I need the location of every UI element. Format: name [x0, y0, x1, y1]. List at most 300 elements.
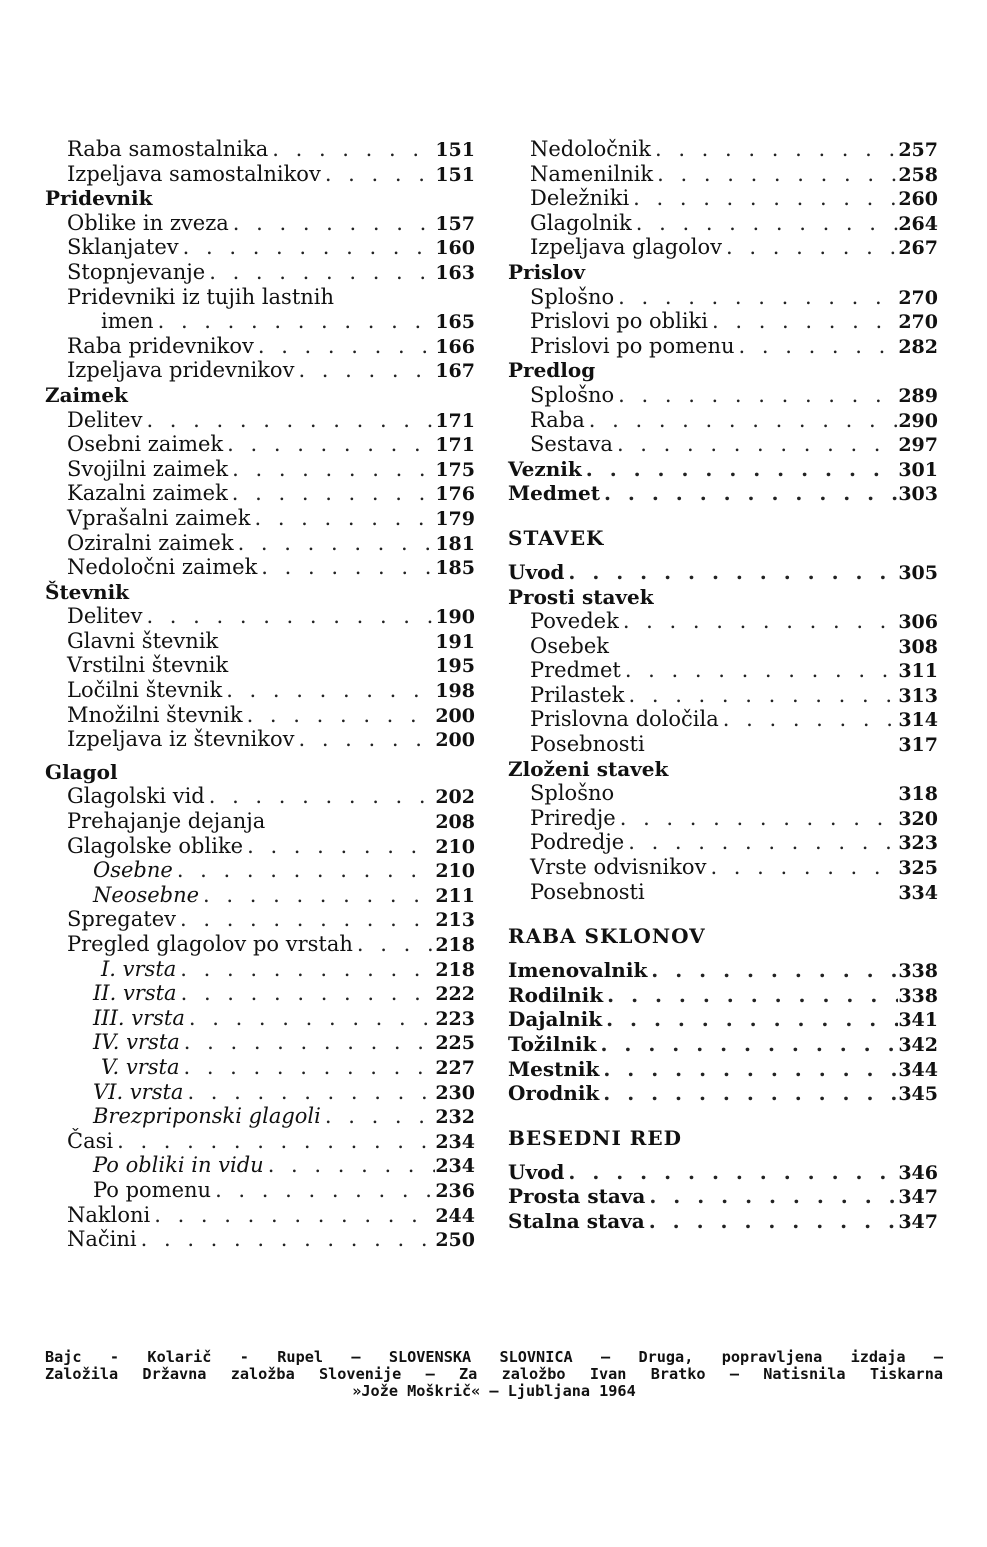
- toc-entry-label: Prehajanje dejanja: [67, 809, 266, 834]
- toc-entry: [508, 186, 938, 211]
- toc-heading-entry: [508, 983, 938, 1008]
- toc-entry-page: 208: [435, 811, 475, 834]
- imprint: [45, 1349, 943, 1400]
- toc-entry: [508, 211, 938, 236]
- dot-leader: [621, 658, 898, 683]
- toc-entry-label: Dajalnik: [508, 1007, 603, 1032]
- dot-leader: [616, 806, 898, 831]
- dot-leader: [268, 137, 435, 162]
- dot-leader: [653, 162, 898, 187]
- toc-entry-page: 257: [898, 139, 938, 161]
- toc-entry-page: 218: [435, 934, 475, 956]
- toc-entry-page: 157: [435, 212, 475, 235]
- toc-entry-label: Načini: [67, 1227, 137, 1252]
- toc-entry-page: 264: [898, 212, 938, 235]
- toc-entry-label: II. vrsta: [93, 981, 177, 1006]
- toc-entry-label: Delitev: [67, 407, 143, 432]
- toc-heading-entry: [508, 1160, 938, 1185]
- toc-entry-page: 334: [898, 881, 938, 904]
- toc-entry-page: 191: [435, 630, 475, 653]
- toc-entry-label: Predmet: [530, 658, 621, 683]
- toc-entry: [45, 408, 475, 433]
- toc-entry-label: Povedek: [530, 609, 619, 634]
- dot-leader: [234, 531, 435, 556]
- toc-heading-entry: [45, 383, 475, 408]
- toc-entry-page: 171: [435, 434, 475, 457]
- toc-entry: [45, 727, 475, 752]
- toc-entry-page: 171: [435, 409, 475, 432]
- toc-entry-page: 325: [898, 857, 938, 880]
- toc-entry-page: 165: [435, 311, 475, 334]
- toc-entry: [45, 1055, 475, 1080]
- toc-entry: [45, 162, 475, 187]
- toc-heading-entry: [508, 1032, 938, 1057]
- dot-leader: [722, 235, 898, 260]
- dot-leader: [619, 609, 898, 634]
- dot-leader: [645, 1184, 898, 1209]
- dot-leader: [142, 408, 435, 433]
- toc-entry: [45, 457, 475, 482]
- toc-entry-label: Prislov: [508, 259, 585, 284]
- toc-entry-label: Pridevnik: [45, 186, 153, 211]
- toc-entry-label: Množilni števnik: [67, 702, 243, 727]
- toc-entry: [508, 781, 938, 806]
- toc-entry-page: 218: [435, 958, 475, 981]
- toc-entry-label: Števnik: [45, 579, 130, 604]
- dot-leader: [177, 981, 435, 1006]
- toc-entry: [508, 285, 938, 310]
- dot-leader: [614, 383, 898, 408]
- toc-entry: [508, 334, 938, 359]
- toc-entry-page: 175: [435, 458, 475, 481]
- toc-entry: [45, 907, 475, 932]
- dot-leader: [150, 1203, 435, 1228]
- dot-leader: [294, 358, 435, 383]
- dot-leader: [254, 334, 435, 359]
- toc-entry: [45, 285, 475, 310]
- toc-entry-label: Prislovna določila: [530, 707, 719, 732]
- toc-entry-page: 234: [435, 1130, 475, 1153]
- toc-heading-entry: [508, 560, 938, 585]
- toc-heading-entry: [508, 457, 938, 482]
- toc-entry-label: Po pomenu: [93, 1177, 212, 1202]
- toc-entry-label: Vprašalni zaimek: [67, 505, 251, 530]
- toc-entry-page: 198: [435, 680, 475, 703]
- toc-entry-label: Osebek: [530, 633, 610, 658]
- toc-entry: [45, 1104, 475, 1129]
- toc-entry: [508, 683, 938, 708]
- dot-leader: [257, 555, 435, 580]
- toc-entry-page: 270: [898, 311, 938, 334]
- toc-entry-label: Osebni zaimek: [67, 432, 224, 457]
- toc-entry-label: Imenovalnik: [508, 958, 648, 983]
- toc-entry-label: Oblike in zveza: [67, 210, 229, 235]
- dot-leader: [183, 1080, 435, 1105]
- toc-entry-label: Glagol: [45, 759, 118, 784]
- toc-entry-label: Pregled glagolov po vrstah: [67, 932, 353, 956]
- section-heading: STAVEK: [508, 525, 605, 550]
- toc-heading-entry: [508, 958, 938, 983]
- toc-entry: [508, 634, 938, 659]
- toc-entry-page: 260: [898, 188, 938, 211]
- toc-entry-label: Brezpriponski glagoli: [93, 1104, 321, 1129]
- toc-entry: [45, 1080, 475, 1105]
- toc-entry-label: Sestava: [530, 432, 613, 457]
- toc-entry: [45, 334, 475, 359]
- toc-entry: [45, 481, 475, 506]
- toc-entry-label: V. vrsta: [101, 1054, 180, 1079]
- dot-leader: [211, 1178, 435, 1203]
- dot-leader: [629, 186, 898, 211]
- toc-entry: [45, 235, 475, 260]
- toc-heading-entry: [45, 760, 475, 785]
- dot-leader: [564, 1160, 898, 1185]
- toc-entry-label: Splošno: [530, 284, 615, 309]
- dot-leader: [321, 162, 435, 187]
- toc-entry-page: 342: [898, 1034, 938, 1056]
- toc-entry-label: VI. vrsta: [93, 1079, 184, 1104]
- toc-entry-page: 179: [435, 507, 475, 530]
- dot-leader: [222, 678, 435, 703]
- toc-entry: [45, 784, 475, 809]
- toc-entry-page: 290: [898, 409, 938, 432]
- toc-entry-page: 313: [898, 684, 938, 707]
- section-heading: RABA SKLONOV: [508, 924, 706, 949]
- toc-entry: [45, 957, 475, 982]
- imprint-line-2: Založila Državna založba Slovenije — Za založbo Ivan Bratko — Natisnila Tiskarna: [45, 1365, 943, 1383]
- toc-entry-page: 282: [898, 335, 938, 358]
- toc-entry-page: 267: [898, 237, 938, 260]
- dot-leader: [632, 211, 898, 236]
- dot-leader: [205, 784, 435, 809]
- toc-entry-page: 301: [898, 458, 938, 481]
- toc-entry-page: 181: [435, 532, 475, 555]
- toc-entry-label: Stopnjevanje: [67, 259, 206, 284]
- toc-entry: [508, 383, 938, 408]
- toc-entry-page: 210: [435, 860, 475, 883]
- toc-entry-page: 236: [435, 1179, 475, 1202]
- toc-entry-page: 151: [435, 139, 475, 161]
- toc-entry-page: 318: [898, 783, 938, 806]
- dot-leader: [185, 1006, 435, 1031]
- dot-leader: [176, 907, 435, 932]
- toc-entry-label: Veznik: [508, 456, 582, 481]
- toc-entry: [45, 678, 475, 703]
- dot-leader: [600, 481, 898, 506]
- toc-entry: [45, 858, 475, 883]
- toc-entry-page: 166: [435, 335, 475, 358]
- toc-entry-page: 317: [898, 734, 938, 757]
- toc-entry: [45, 309, 475, 334]
- toc-entry: [508, 732, 938, 757]
- toc-heading-entry: [508, 1209, 938, 1234]
- dot-leader: [264, 1153, 435, 1178]
- toc-entry: [508, 235, 938, 260]
- toc-heading-entry: [508, 1184, 938, 1209]
- toc-entry-page: 323: [898, 832, 938, 855]
- toc-entry: [45, 703, 475, 728]
- toc-left-column: [45, 137, 475, 1252]
- toc-entry-label: Uvod: [508, 559, 565, 584]
- toc-entry-label: Priredje: [530, 805, 616, 830]
- dot-leader: [142, 604, 435, 629]
- toc-entry-label: Rodilnik: [508, 982, 604, 1007]
- dot-leader: [706, 855, 898, 880]
- toc-entry-page: 320: [898, 807, 938, 830]
- dot-leader: [173, 858, 435, 883]
- imprint-line-3: »Jože Moškrič« — Ljubljana 1964: [352, 1382, 636, 1400]
- toc-entry-page: 347: [898, 1210, 938, 1233]
- toc-entry: [45, 809, 475, 834]
- toc-heading-entry: [508, 481, 938, 506]
- toc-entry: [45, 1129, 475, 1154]
- toc-entry-page: 258: [898, 163, 938, 186]
- toc-entry-page: 244: [435, 1204, 475, 1227]
- toc-entry-page: 341: [898, 1009, 938, 1032]
- toc-entry-label: Po obliki in vidu: [93, 1153, 264, 1178]
- toc-entry-label: Stalna stava: [508, 1208, 645, 1233]
- toc-heading-entry: [508, 757, 938, 782]
- toc-heading-entry: [508, 1007, 938, 1032]
- dot-leader: [228, 481, 435, 506]
- dot-leader: [223, 432, 435, 457]
- dot-leader: [205, 260, 435, 285]
- toc-entry-page: 176: [435, 483, 475, 506]
- toc-entry-label: Nedoločnik: [530, 137, 651, 161]
- toc-entry-label: Raba pridevnikov: [67, 333, 254, 358]
- toc-entry-label: Mestnik: [508, 1056, 600, 1081]
- toc-entry-label: Splošno: [530, 382, 615, 407]
- dot-leader: [113, 1129, 435, 1154]
- toc-entry-label: IV. vrsta: [93, 1030, 180, 1055]
- toc-entry-label: Splošno: [530, 781, 615, 806]
- toc-entry-label: Ločilni števnik: [67, 678, 223, 703]
- toc-entry-page: 160: [435, 237, 475, 260]
- toc-entry-label: Prislovi po obliki: [530, 309, 708, 334]
- toc-entry-label: Časi: [67, 1128, 114, 1153]
- toc-entry-page: 230: [435, 1081, 475, 1104]
- dot-leader: [585, 408, 898, 433]
- toc-entry-label: Vrstilni števnik: [67, 653, 229, 678]
- toc-entry: [45, 653, 475, 678]
- dot-leader: [602, 1007, 898, 1032]
- toc-entry-label: Delitev: [67, 604, 143, 629]
- toc-entry: [45, 1227, 475, 1252]
- dot-leader: [294, 727, 435, 752]
- toc-entry: [508, 658, 938, 683]
- toc-entry-label: Pridevniki iz tujih lastnih: [67, 284, 335, 309]
- toc-entry-label: Vrste odvisnikov: [530, 855, 707, 880]
- toc-entry: [45, 1203, 475, 1228]
- toc-entry-label: Glagolske oblike: [67, 833, 244, 858]
- toc-entry-label: Orodnik: [508, 1081, 600, 1106]
- toc-entry-label: Zaimek: [45, 382, 128, 407]
- toc-entry-label: Izpeljava glagolov: [530, 235, 723, 260]
- toc-entry-label: Medmet: [508, 481, 600, 506]
- toc-entry-label: Podredje: [530, 830, 625, 855]
- toc-entry-label: Tožilnik: [508, 1032, 597, 1056]
- toc-entry-label: Prosta stava: [508, 1184, 646, 1209]
- toc-entry-page: 305: [898, 561, 938, 584]
- toc-entry-label: I. vrsta: [101, 956, 177, 981]
- toc-entry-page: 311: [898, 660, 938, 683]
- toc-entry: [45, 137, 475, 162]
- toc-entry-label: Izpeljava samostalnikov: [67, 161, 321, 186]
- dot-leader: [719, 707, 898, 732]
- dot-leader: [625, 683, 899, 708]
- dot-leader: [176, 957, 435, 982]
- dot-leader: [199, 883, 435, 908]
- toc-entry-page: 297: [898, 434, 938, 457]
- toc-entry-label: imen: [101, 309, 154, 334]
- toc-entry-label: Prosti stavek: [508, 584, 654, 609]
- dot-leader: [624, 830, 898, 855]
- toc-entry: [45, 358, 475, 383]
- dot-leader: [651, 137, 898, 162]
- toc-entry-page: 345: [898, 1083, 938, 1106]
- toc-entry-page: 225: [435, 1032, 475, 1055]
- dot-leader: [708, 309, 898, 334]
- dot-leader: [564, 560, 898, 585]
- toc-entry-page: 250: [435, 1229, 475, 1252]
- toc-entry-page: 202: [435, 786, 475, 809]
- toc-entry: [45, 834, 475, 859]
- toc-entry-label: Glagolnik: [530, 210, 632, 235]
- toc-entry-page: 195: [435, 655, 475, 678]
- dot-leader: [137, 1227, 435, 1252]
- toc-entry-page: 210: [435, 835, 475, 858]
- toc-entry: [508, 137, 938, 162]
- toc-entry-label: Uvod: [508, 1159, 565, 1184]
- dot-leader: [179, 1055, 435, 1080]
- toc-entry-page: 213: [435, 909, 475, 932]
- toc-entry-page: 314: [898, 709, 938, 732]
- dot-leader: [250, 506, 435, 531]
- toc-entry: [45, 883, 475, 908]
- toc-entry-label: III. vrsta: [93, 1005, 185, 1030]
- toc-entry-label: Glagolski vid: [67, 784, 205, 809]
- toc-entry-page: 270: [898, 286, 938, 309]
- toc-entry: [45, 1178, 475, 1203]
- toc-entry: [45, 629, 475, 654]
- dot-leader: [243, 703, 435, 728]
- toc-entry: [45, 1006, 475, 1031]
- dot-leader: [599, 1081, 898, 1106]
- toc-entry: [508, 880, 938, 905]
- toc-entry-page: 222: [435, 983, 475, 1006]
- toc-entry-page: 234: [435, 1155, 475, 1178]
- toc-entry: [45, 211, 475, 236]
- dot-leader: [614, 285, 898, 310]
- toc-entry-label: Prilastek: [530, 682, 625, 707]
- toc-entry: [45, 432, 475, 457]
- dot-leader: [228, 457, 435, 482]
- toc-entry-page: 190: [435, 606, 475, 629]
- toc-entry-label: Izpeljava pridevnikov: [67, 358, 295, 383]
- toc-entry-label: Raba: [530, 407, 585, 432]
- toc-entry-page: 227: [435, 1056, 475, 1079]
- toc-entry: [508, 707, 938, 732]
- toc-entry-page: 346: [898, 1161, 938, 1184]
- toc-entry-page: 308: [898, 635, 938, 658]
- toc-entry-label: Raba samostalnika: [67, 137, 269, 161]
- dot-leader: [599, 1057, 898, 1082]
- toc-entry: [45, 506, 475, 531]
- toc-entry-page: 151: [435, 163, 475, 186]
- toc-entry-page: 347: [898, 1186, 938, 1209]
- toc-entry: [508, 432, 938, 457]
- toc-entry: [45, 1030, 475, 1055]
- toc-entry-label: Sklanjatev: [67, 235, 179, 260]
- toc-entry-label: Izpeljava iz števnikov: [67, 727, 295, 752]
- dot-leader: [613, 432, 898, 457]
- toc-entry-page: 232: [435, 1106, 475, 1129]
- dot-leader: [154, 309, 435, 334]
- dot-leader: [645, 1209, 898, 1234]
- toc-entry: [45, 555, 475, 580]
- toc-entry: [508, 609, 938, 634]
- toc-entry-page: 338: [898, 984, 938, 1007]
- toc-entry-label: Posebnosti: [530, 732, 645, 757]
- toc-entry-page: 163: [435, 261, 475, 284]
- toc-heading-entry: [508, 585, 938, 610]
- toc-entry: [45, 531, 475, 556]
- toc-entry-label: Spregatev: [67, 907, 176, 932]
- toc-heading-entry: [508, 260, 938, 285]
- toc-entry-label: Kazalni zaimek: [67, 481, 228, 506]
- toc-entry-page: 289: [898, 384, 938, 407]
- dot-leader: [582, 457, 898, 482]
- dot-leader: [353, 932, 435, 957]
- toc-heading-entry: [508, 358, 938, 383]
- dot-leader: [180, 1030, 435, 1055]
- toc-entry-page: 167: [435, 360, 475, 383]
- toc-entry: [45, 604, 475, 629]
- toc-entry-page: 344: [898, 1058, 938, 1081]
- toc-entry: [508, 408, 938, 433]
- dot-leader: [243, 834, 435, 859]
- toc-entry-label: Nedoločni zaimek: [67, 555, 258, 580]
- imprint-line-1: Bajc - Kolarič - Rupel — SLOVENSKA SLOVNICA — Druga, popravljena izdaja —: [45, 1348, 943, 1366]
- toc-entry-page: 200: [435, 704, 475, 727]
- toc-entry: [508, 830, 938, 855]
- toc-entry: [508, 309, 938, 334]
- toc-entry: [508, 806, 938, 831]
- toc-entry-label: Osebne: [93, 858, 173, 883]
- toc-entry-label: Neosebne: [93, 882, 200, 907]
- toc-entry-label: Posebnosti: [530, 879, 645, 904]
- toc-entry-page: 185: [435, 557, 475, 580]
- section-heading: BESEDNI RED: [508, 1125, 682, 1150]
- toc-entry: [45, 981, 475, 1006]
- toc-heading-entry: [45, 186, 475, 211]
- toc-heading-entry: [45, 580, 475, 605]
- toc-entry-label: Predlog: [508, 358, 596, 383]
- toc-entry-page: 223: [435, 1007, 475, 1030]
- toc-entry: [45, 1153, 475, 1178]
- toc-entry-page: 306: [898, 611, 938, 634]
- toc-entry-page: 211: [435, 884, 475, 907]
- dot-leader: [603, 983, 898, 1008]
- toc-heading-entry: [508, 1081, 938, 1106]
- toc-entry-page: 338: [898, 960, 938, 983]
- toc-entry-label: Namenilnik: [530, 161, 654, 186]
- dot-leader: [179, 235, 435, 260]
- toc-entry-label: Nakloni: [67, 1202, 151, 1227]
- toc-entry: [45, 260, 475, 285]
- toc-entry-label: Prislovi po pomenu: [530, 333, 735, 358]
- toc-entry-label: Svojilni zaimek: [67, 456, 229, 481]
